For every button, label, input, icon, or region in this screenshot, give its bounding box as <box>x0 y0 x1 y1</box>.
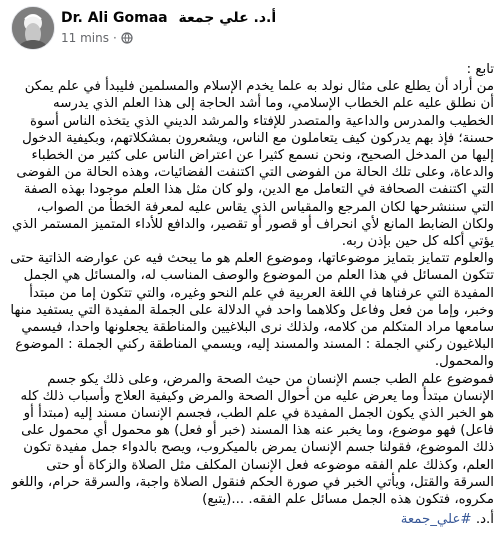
globe-icon[interactable] <box>121 32 133 44</box>
post-timestamp[interactable]: 11 mins <box>61 31 109 45</box>
hashtag-row <box>8 511 494 528</box>
post-paragraph-3: فموضوع علم الطب جسم الإنسان من حيث الصحة والمرض، وعلى ذلك يكو جسم الإنسان مبتدأ وما يعرض عليه من أحوال الصحة والمرض وكيفية العلاج وأسباب ذلك كله هو الخبر الذي يكون الجمل المفيدة في علم الطب، فجسم الإنسان مسند إليه (مبتدأ أو فاعل) فهو موضوع، وما يخبر عنه هذا المسند (خبر أو فعل) هو محمول أي محمول على ذلك الموضوع، فقولنا جسم الإنسان يمرض بالميكروب، ويصح بالدواء جمل مفيدة تكون العلم، وكذلك علم الفقه موضوعه فعل الإنسان المكلف مثل الصلاة والزكاة أو حتى السرقة والقتل، ويأتي الخبر في صورة الحكم فنقول الصلاة واجبة، والسرقة حرام، واللغو مكروه، فتكون هذه الجمل مسائل علم الفقه. ...(يتبع) <box>11 371 494 508</box>
hashtag-link[interactable]: #علي_جمعة <box>400 512 472 528</box>
avatar-portrait-icon <box>12 7 54 49</box>
post-paragraph-continue: تابع : <box>466 62 494 77</box>
post-meta <box>61 31 133 45</box>
author-avatar[interactable] <box>11 6 55 50</box>
post-header <box>0 0 502 54</box>
author-name-arabic[interactable]: أ.د. علي جمعة <box>178 10 277 26</box>
post-body <box>8 61 494 541</box>
author-name[interactable]: Dr. Ali Gomaa <box>61 10 168 26</box>
post-paragraph-2: والعلوم تتمايز بتمايز موضوعاتها، وموضوع العلم هو ما يبحث فيه عن عوارضه الذاتية حتى تتكون المسائل في هذا العلم من الموضوع والوصف المناسب له، والمسائل هي الجمل المفيدة التي عرفناها في اللغة العربية في علم النحو وغيره، والتي تتكون إما من مبتدأ وخبر، وإما من فعل وفاعل وكلاهما واحد في الدلالة على الجملة المفيدة التي يستفيد منها سامعها مراد المتكلم من كلامه، ولذلك نرى البلاغيين والمناطقة يجعلونها واحدا، فيسمي البلاغيون ركني الجملة : المسند والمسند إليه، ويسمي المناطقة ركني الجملة : الموضوع والمحمول. <box>10 251 494 370</box>
meta-separator: · <box>112 31 117 45</box>
author-name-line <box>61 10 276 26</box>
post-paragraph-1: من أراد أن يطلع على مثال نولد به علما يخدم الإسلام والمسلمين فليبدأ في علم يمكن أن نطلق عليه علم الخطاب الإسلامي، وما أشد الحاجة إلى هذا العلم الذي يدرسه الخطيب والمدرس والداعية والمتصدر للإفتاء والمرشد الديني الذي يتخذه الناس أسوة حسنة؛ فإذ بهم يدركون كيف يتعاملون مع الناس، ويشعرون بمشكلاتهم، وبكيفية الدخول إليها من المدخل الصحيح، ونحن نسمع كثيرا عن اعتراض الناس على كثير من الخطباء والدعاة، وعلى تلك الحالة من الفوضى التي اكتنفت الفضائيات، وهذه الحالة من الفوضى التي اكتنفت الصحافة في التعامل مع الدين، ولو كان مثل هذا العلم موجودا بهذه الصفة التي سننشرحها لكان المرجع والمقياس الذي يقاس عليه لمعرفة الخطأ من الصواب، ولكان الضابط المانع لأي انحراف أو قصور أو تقصير، والدافع للأداء المتميز المستمر الذي يؤتي أكله كل حين بإذن ربه. <box>11 79 494 250</box>
hashtag-prefix: أ.د. <box>471 512 494 528</box>
